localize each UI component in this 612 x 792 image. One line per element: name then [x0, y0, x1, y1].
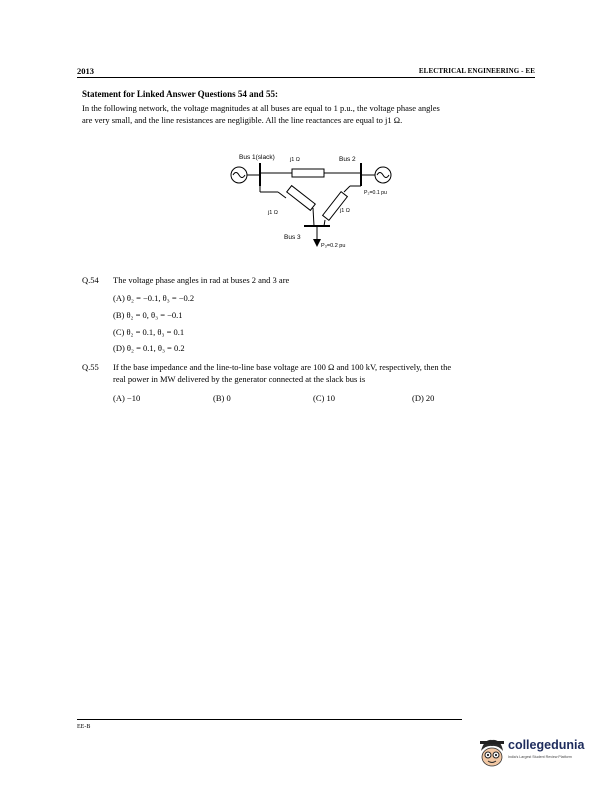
- question-55-option-c: (C) 10: [313, 393, 335, 403]
- footer-code: EE-B: [77, 724, 91, 730]
- brand-tagline: India's Largest Student Review Platform: [508, 755, 572, 759]
- line23-label: j1 Ω: [340, 208, 350, 214]
- network-diagram: [220, 148, 420, 258]
- question-54-text: The voltage phase angles in rad at buses 2 and 3 are: [113, 275, 290, 285]
- bus3-label: Bus 3: [284, 234, 301, 241]
- header-subject: ELECTRICAL ENGINEERING - EE: [418, 67, 535, 75]
- line13-reactance: [287, 186, 316, 211]
- p2-label: P₂=0.1 pu: [364, 190, 387, 196]
- brand-name: collegedunia: [508, 738, 585, 752]
- line13-label: j1 Ω: [268, 210, 278, 216]
- line12-reactance: [292, 169, 324, 177]
- line12-label: j1 Ω: [290, 157, 300, 163]
- mascot-icon: [478, 735, 506, 767]
- bus1-sine-wave: [233, 173, 245, 178]
- bus1-label: Bus 1(slack): [239, 154, 275, 161]
- p3-label: P₃=0.2 pu: [321, 243, 346, 249]
- header-divider: [77, 77, 535, 78]
- question-55-number: Q.55: [82, 362, 99, 372]
- question-55-option-a: (A) −10: [113, 393, 141, 403]
- statement-body: [82, 103, 537, 126]
- question-54-option-c: (C) θ₂ = 0.1, θ₃ = 0.1: [113, 327, 185, 337]
- footer-divider: [77, 719, 462, 720]
- question-54-number: Q.54: [82, 275, 99, 285]
- statement-title: Statement for Linked Answer Questions 54 and 55:: [82, 89, 278, 99]
- question-55-text: [113, 362, 533, 385]
- question-54-option-d: (D) θ₂ = 0.1, θ₃ = 0.2: [113, 343, 185, 353]
- brand-logo: [478, 735, 598, 771]
- line23-reactance: [323, 192, 348, 221]
- question-54-option-a: (A) θ₂ = −0.1, θ₃ = −0.2: [113, 293, 195, 303]
- statement-line-1: In the following network, the voltage magnitudes at all buses are equal to 1 p.u., the voltage phase angles: [82, 103, 440, 113]
- bus3-load-arrow-icon: [313, 239, 321, 247]
- bus2-sine-wave: [377, 173, 389, 178]
- question-55-option-d: (D) 20: [412, 393, 435, 403]
- question-55-text-line-1: If the base impedance and the line-to-line base voltage are 100 Ω and 100 kV, respectively, then the: [113, 362, 452, 372]
- question-55-option-b: (B) 0: [213, 393, 231, 403]
- bus2-label: Bus 2: [339, 156, 356, 163]
- statement-line-2: are very small, and the line resistances are negligible. All the line reactances are equal to j1 Ω.: [82, 114, 403, 125]
- question-55-text-line-2: real power in MW delivered by the generator connected at the slack bus is: [113, 373, 366, 384]
- header-year: 2013: [77, 66, 94, 76]
- question-54-option-b: (B) θ₂ = 0, θ₃ = −0.1: [113, 310, 183, 320]
